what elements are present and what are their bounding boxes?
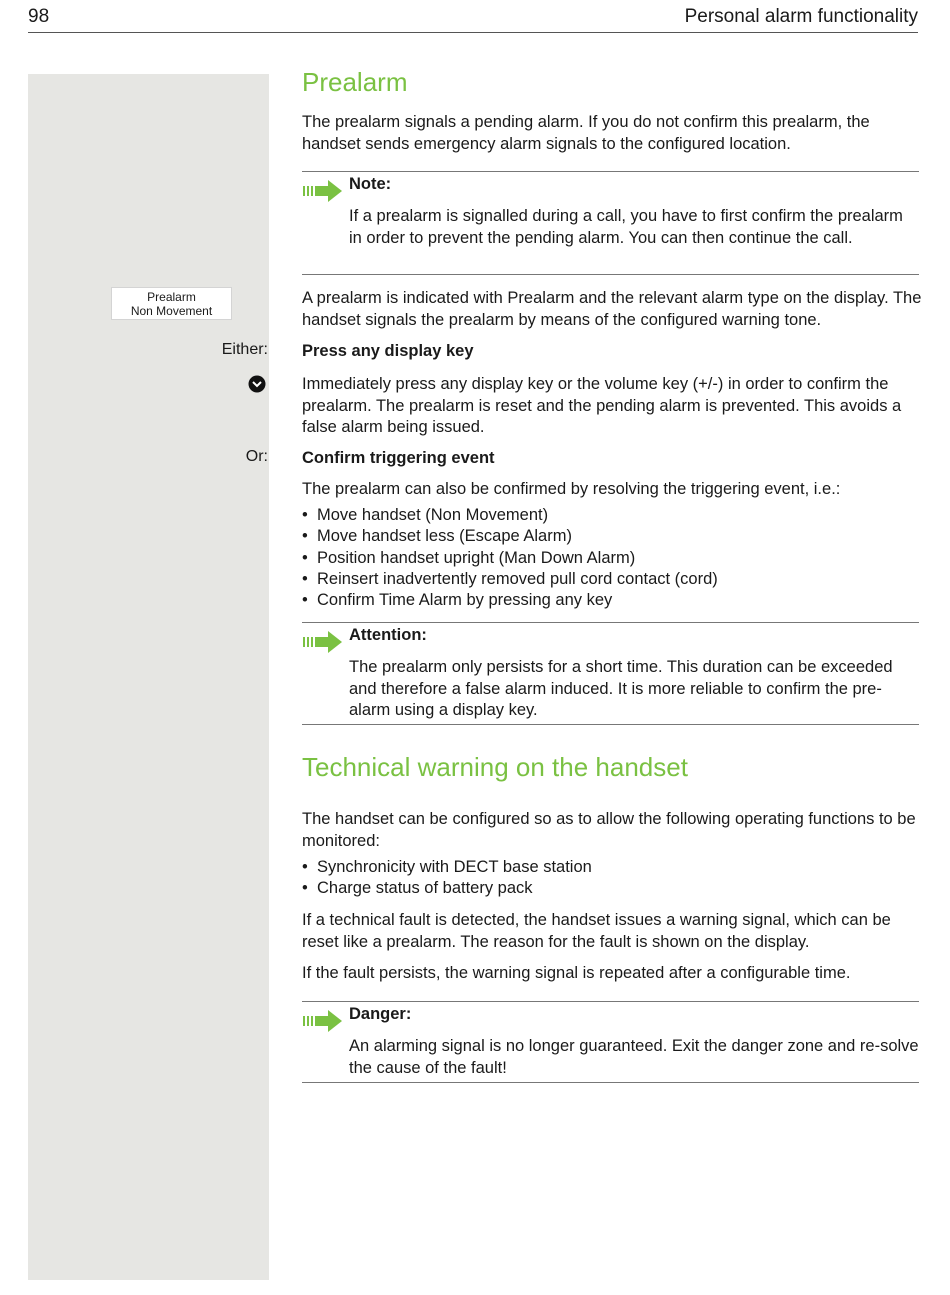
either-heading: Press any display key [302,342,474,360]
list-item: • Synchronicity with DECT base station [302,857,922,878]
header-divider [28,32,918,33]
list-item: • Position handset upright (Man Down Alarm) [302,548,922,569]
handset-display [111,287,232,320]
list-item: • Move handset (Non Movement) [302,505,922,526]
section-heading-prealarm: Prealarm [302,67,408,97]
technical-persist-text: If the fault persists, the warning signal is repeated after a configurable time. [302,964,851,982]
prealarm-indicated-text: A prealarm is indicated with Prealarm and the relevant alarm type on the display. The handset signals the prealarm by means of the configured warning tone. [302,289,922,329]
display-line-1: Prealarm [147,290,196,304]
sidebar-column [28,74,269,1280]
green-arrow-icon [302,180,342,202]
either-label: Either: [221,341,268,358]
technical-intro: The handset can be configured so as to allow the following operating functions to be monitored: [302,810,916,850]
attention-title: Attention: [349,626,427,644]
attention-bottom-rule [302,724,919,725]
technical-fault-text: If a technical fault is detected, the handset issues a warning signal, which can be reset like a prealarm. The reason for the fault is shown on the display. [302,911,891,951]
running-title: Personal alarm functionality [684,6,918,27]
either-text: Immediately press any display key or the volume key (+/-) in order to confirm the prealarm. The prealarm is reset and the pending alarm is prevented. This avoids a false alarm being issued. [302,375,902,436]
list-item: • Move handset less (Escape Alarm) [302,526,922,547]
or-intro: The prealarm can also be confirmed by resolving the triggering event, i.e.: [302,480,841,498]
note-title: Note: [349,175,392,193]
danger-top-rule [302,1001,919,1002]
list-item: • Confirm Time Alarm by pressing any key [302,590,922,611]
list-item: • Charge status of battery pack [302,878,922,899]
attention-top-rule [302,622,919,623]
monitored-functions-list [302,857,922,900]
note-top-rule [302,171,919,172]
danger-text: An alarming signal is no longer guaranteed. Exit the danger zone and re-solve the cause of the fault! [349,1037,919,1077]
display-line-2: Non Movement [130,304,213,318]
danger-bottom-rule [302,1082,919,1083]
list-item: • Reinsert inadvertently removed pull cord contact (cord) [302,569,922,590]
page-number: 98 [28,6,50,27]
prealarm-intro: The prealarm signals a pending alarm. If you do not confirm this prealarm, the handset sends emergency alarm signals to the configured location. [302,113,870,153]
or-label: Or: [245,448,268,465]
danger-title: Danger: [349,1005,412,1023]
or-heading: Confirm triggering event [302,449,495,467]
note-text: If a prealarm is signalled during a call, you have to first confirm the prealarm in order to prevent the pending alarm. You can then continue the call. [349,207,903,247]
green-arrow-icon [302,631,342,653]
attention-text: The prealarm only persists for a short time. This duration can be exceeded and therefore a false alarm induced. It is more reliable to confirm the pre-alarm using a display key. [349,658,893,719]
section-heading-technical-warning: Technical warning on the handset [302,752,688,782]
display-key-icon [248,375,266,393]
event-list [302,505,922,611]
note-bottom-rule [302,274,919,275]
green-arrow-icon [302,1010,342,1032]
